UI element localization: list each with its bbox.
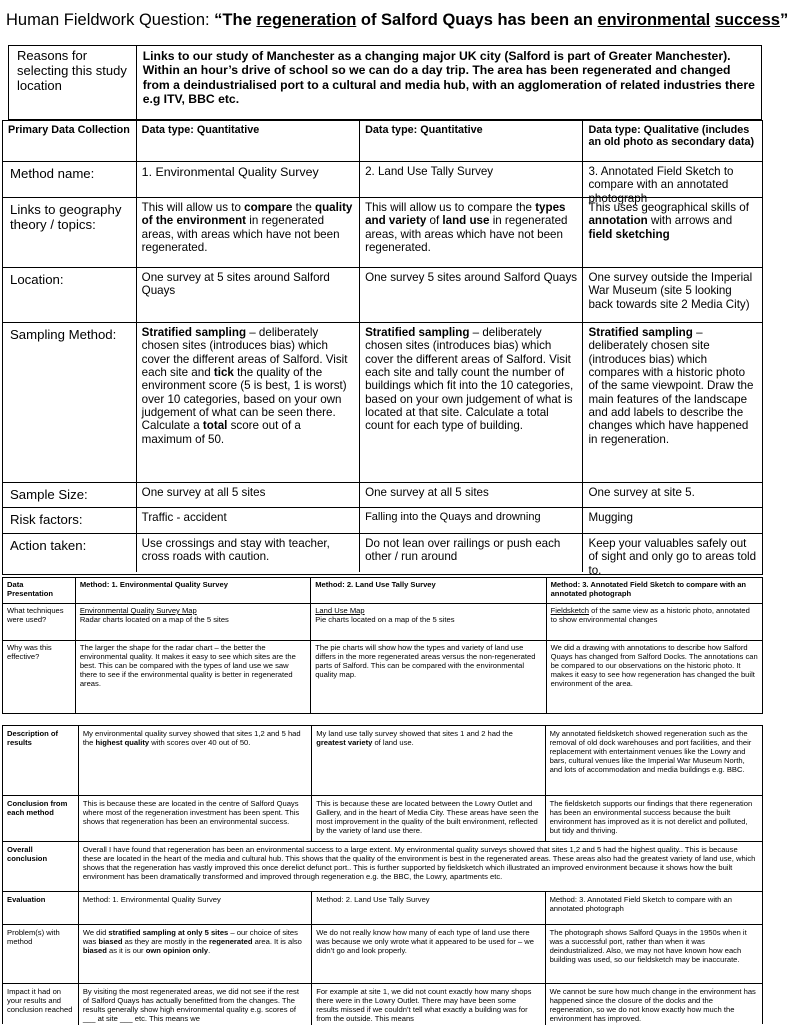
text: Pie charts located on a map of the 5 sites — [315, 615, 455, 625]
sampling-label: Sampling Method: — [3, 323, 137, 482]
sample-size-method2: One survey at all 5 sites — [360, 483, 583, 507]
location-method2: One survey 5 sites around Salford Quays — [360, 268, 583, 322]
action-label: Action taken: — [3, 534, 137, 572]
location-detail-label: Location: — [3, 268, 137, 322]
action-method1: Use crossings and stay with teacher, cross roads with caution. — [137, 534, 360, 572]
risk-method2: Falling into the Quays and drowning — [360, 508, 583, 533]
links-method1 — [137, 198, 360, 267]
text: in regenerated areas, with areas which have not been regenerated. — [141, 214, 340, 254]
why-row — [3, 641, 762, 713]
description-label: Description of results — [3, 726, 79, 795]
links-method3 — [583, 198, 762, 267]
emphasis: Stratified sampling — [141, 326, 247, 339]
text: This will allow us to — [141, 201, 245, 214]
why-method1: The larger the shape for the radar chart – the better the environmental quality. It makes it easy to see which sites are the best. This can be compared with the types of land use we saw there to see if the environmental quality is better in regenerated areas. — [76, 641, 311, 713]
sampling-method3 — [583, 323, 762, 482]
text: Radar charts located on a map of the 5 sites — [79, 615, 229, 625]
title-keyword-environmental: environmental — [597, 11, 711, 29]
results-table — [2, 725, 763, 1024]
sample-size-row — [3, 483, 762, 508]
method-name-2: 2. Land Use Tally Survey — [360, 162, 583, 197]
data-presentation-table — [2, 577, 763, 714]
impact-method1: By visiting the most regenerated areas, we did not see if the rest of Salford Quays has actually benefitted from the changes. The results generally show high environmental quality e.g. scores of ___ at site ___ etc. This means we — [79, 984, 312, 1025]
description-method2 — [312, 726, 545, 795]
impact-method2: For example at site 1, we did not count exactly how many shops there were in the Lowry Outlet. There may have been some results missed if we couldn’t tell what exactly a building was for from the outside. This means — [312, 984, 545, 1025]
sampling-method2 — [360, 323, 583, 482]
text: as it is our — [106, 946, 146, 956]
text: This will allow us to compare the — [365, 201, 536, 214]
title-keyword-success: success — [714, 11, 780, 29]
location-row — [9, 46, 761, 119]
impact-method3: We cannot be sure how much change in the environment has happened since the closure of the docks and the regeneration, so we do not know exactly how much the environment has improved. — [549, 987, 756, 1024]
sampling-method1 — [137, 323, 360, 482]
conclusion-row — [3, 796, 762, 842]
problems-label: Problem(s) with method — [3, 925, 79, 983]
text: – deliberately chosen sites (introduces bias) which cover the different areas of Salford. Visit each site and tally count the number of buildings which fit into the 10 categories, based on your own judgement of what is located at that site. Calculate a total count for each type of building. — [365, 326, 574, 433]
text: – deliberately chosen sites (introduces bias) which cover the different areas of Salford. Visit each site and — [141, 326, 348, 379]
collection-header-method1: Data type: Quantitative — [137, 121, 360, 161]
presentation-header-row — [3, 578, 762, 604]
links-row — [3, 198, 762, 268]
emphasis: quality of the environment — [141, 201, 353, 228]
description-row — [3, 726, 762, 796]
sampling-row — [3, 323, 762, 483]
collection-header-row — [3, 121, 762, 162]
emphasis: regenerated — [209, 937, 253, 947]
method-name-label: Method name: — [3, 162, 137, 197]
evaluation-header-row — [3, 892, 762, 925]
emphasis: biased — [98, 937, 123, 947]
presentation-header-method3: Method: 3. Annotated Field Sketch to compare with an annotated photograph — [550, 580, 747, 599]
text: area. It is also — [252, 937, 302, 947]
text: of land use. — [372, 738, 414, 748]
techniques-method3 — [547, 604, 762, 640]
emphasis: land use — [442, 214, 490, 228]
conclusion-method1: This is because these are located in the centre of Salford Quays where most of the regeneration investment has been spent. This shows that regeneration has been an environmental success. — [79, 796, 312, 841]
text: with scores over 40 out of 50. — [149, 738, 251, 748]
presentation-header-label: Data Presentation — [3, 578, 76, 603]
method-name-3: 3. Annotated Field Sketch to compare with an annotated photograph — [588, 165, 734, 205]
links-label: Links to geography theory / topics: — [3, 198, 137, 267]
title-part: “The — [214, 11, 257, 29]
technique-title: Environmental Quality Survey Map — [79, 606, 197, 615]
presentation-header-method2: Method: 2. Land Use Tally Survey — [311, 578, 546, 603]
techniques-label: What techniques were used? — [3, 604, 76, 640]
overall-row — [3, 842, 762, 892]
text: We did — [82, 928, 109, 937]
emphasis: total — [202, 419, 228, 433]
text: score out of a maximum of 50. — [141, 419, 301, 446]
why-method2: The pie charts will show how the types and variety of land use differs in the more regenerated areas versus the non-regenerated parts of Salford. This can be compared with the environmental quality map. — [311, 641, 546, 713]
evaluation-method3: Method: 3. Annotated Field Sketch to compare with an annotated photograph — [549, 895, 732, 914]
conclusion-method2: This is because these are located between the Lowry Outlet and Gallery, and in the heart of Media City. These areas have seen the most improvement in the quality of the built environment, reflected by the variety of land use there. — [312, 796, 545, 841]
location-method1: One survey at 5 sites around Salford Quays — [137, 268, 360, 322]
location-method3: One survey outside the Imperial War Museum (site 5 looking back towards site 2 Media City) — [588, 271, 753, 311]
risk-method3: Mugging — [588, 511, 633, 524]
problems-row — [3, 925, 762, 984]
text: with arrows and — [647, 214, 733, 228]
problems-method1 — [79, 925, 312, 983]
overall-label: Overall conclusion — [3, 842, 79, 891]
problems-method2: We do not really know how many of each type of land use there was because we only wrote what it appeared to be used for – we didn’t go and look properly. — [312, 925, 545, 983]
emphasis: greatest variety — [316, 738, 373, 748]
techniques-row — [3, 604, 762, 641]
risk-label: Risk factors: — [3, 508, 137, 533]
method-name-1: 1. Environmental Quality Survey — [137, 162, 360, 197]
emphasis: biased — [82, 946, 107, 956]
method-name-row — [3, 162, 762, 205]
location-table — [8, 45, 762, 120]
evaluation-label: Evaluation — [3, 892, 79, 924]
collection-header-method2: Data type: Quantitative — [360, 121, 583, 161]
emphasis: Stratified sampling — [365, 326, 470, 339]
action-row — [3, 534, 762, 577]
impact-row — [3, 984, 762, 1025]
conclusion-method3: The fieldsketch supports our findings that there regeneration has been an environmental success because the built environment has improved as it is not derelict and polluted, but tidy and thriving. — [549, 799, 753, 836]
location-reasons: Links to our study of Manchester as a changing major UK city (Salford is part of Greater Manchester). Within an hour’s drive of school so we can do a day trip. The area has been regenerated and changed from a deindustrialised port to a cultural and media hub, with an agglomeration of related industries there e.g ITV, BBC etc. — [142, 49, 755, 106]
text: in regenerated areas, with areas which have not been regenerated. — [365, 214, 568, 254]
emphasis: tick — [213, 365, 234, 379]
emphasis: own opinion only — [145, 946, 209, 956]
risk-row — [3, 508, 762, 534]
sample-size-method1: One survey at all 5 sites — [137, 483, 360, 507]
presentation-header-method1: Method: 1. Environmental Quality Survey — [76, 578, 311, 603]
page-title — [6, 11, 788, 30]
sample-size-label: Sample Size: — [3, 483, 137, 507]
text: . — [208, 946, 211, 956]
emphasis: compare — [244, 201, 293, 214]
text: My land use tally survey showed that sites 1 and 2 had the — [316, 729, 513, 738]
action-method3: Keep your valuables safely out of sight and only go to areas told to. — [588, 537, 757, 577]
text: This uses geographical skills of — [588, 201, 749, 214]
why-method3: We did a drawing with annotations to describe how Salford Quays has changed from Salford Docks. The annotations can be compared to our observations on the historic photo. It makes it easy to see how regeneration has changed the built environment of the area. — [550, 643, 758, 689]
emphasis: types and variety — [365, 201, 566, 228]
text: of the same view as a historic photo, annotated to show environmental changes — [550, 606, 750, 625]
conclusion-label: Conclusion from each method — [3, 796, 79, 841]
location-detail-row — [3, 268, 762, 323]
techniques-method1 — [76, 604, 311, 640]
emphasis: annotation — [588, 214, 648, 228]
text: My environmental quality survey showed that sites 1,2 and 5 had the — [82, 729, 301, 748]
emphasis: stratified sampling at only 5 sites — [108, 928, 229, 937]
collection-header-method3: Data type: Qualitative (includes an old photo as secondary data) — [588, 124, 755, 149]
collection-header-label: Primary Data Collection — [3, 121, 137, 161]
title-prefix: Human Fieldwork Question: — [6, 11, 215, 29]
sample-size-method3: One survey at site 5. — [588, 486, 695, 499]
technique-title: Fieldsketch — [550, 606, 589, 615]
text: of — [426, 214, 443, 228]
emphasis: highest quality — [95, 738, 150, 748]
technique-title: Land Use Map — [315, 606, 365, 615]
impact-label: Impact it had on your results and conclusion reached — [3, 984, 79, 1025]
description-method3: My annotated fieldsketch showed regeneration such as the removal of old dock warehouses and port facilities, and their replacement with entertainment venues like the Lowry and bars, cultural venues like the Imperial War Museum North, and lots of accommodation and media buildings e.g. BBC. — [549, 729, 752, 775]
emphasis: Stratified sampling — [588, 326, 693, 339]
evaluation-method1: Method: 1. Environmental Quality Survey — [79, 892, 312, 924]
title-part: of Salford Quays has been an — [356, 11, 598, 29]
overall-conclusion: Overall I have found that regeneration has been an environmental success to a large extent. My environmental quality surveys showed that sites 1,2 and 5 had the highest quality.. This is because these are located in the heart of the media and cultural hub. This shows that the quality of the environment is best in the regenerated areas. These areas also had the greatest variety of land use, which shows that the regeneration has vastly improved this once derelict defunct port.. This is further supported by fieldsketch which illustrated an improved environment because it shows how the built environment has been dramatically transformed and improved through regeneration e.g. the BBC, the Lowry, apartments etc. — [82, 845, 756, 882]
title-keyword-regeneration: regeneration — [256, 11, 357, 29]
location-label: Reasons for selecting this study location — [9, 46, 137, 119]
text: the quality of the environment score (5 is best, 1 is worst) over 10 categories, based on your own judgement of what can be seen there. Calculate a — [141, 365, 347, 433]
risk-method1: Traffic - accident — [137, 508, 360, 533]
problems-method3: The photograph shows Salford Quays in the 1950s when it was a successful port, rather than when it was deindustrialized. Also, we may not have known how each building was used, so our fieldsketch may be inaccurate. — [549, 928, 747, 965]
techniques-method2 — [311, 604, 546, 640]
title-part: ” — [779, 11, 788, 29]
action-method2: Do not lean over railings or push each other / run around — [360, 534, 583, 572]
text: – deliberately chosen site (introduces bias) which compares with a historic photo of the same viewpoint. Draw the main features of the landscape and add labels to describe the changes which have happened in regeneration. — [588, 326, 754, 446]
links-method2 — [360, 198, 583, 267]
emphasis: field sketching — [588, 227, 670, 241]
data-collection-table — [2, 120, 763, 575]
evaluation-method2: Method: 2. Land Use Tally Survey — [312, 892, 545, 924]
text: the — [292, 201, 316, 214]
why-label: Why was this effective? — [3, 641, 76, 713]
text: – our choice of sites was — [82, 928, 298, 947]
description-method1 — [79, 726, 312, 795]
text: as they are mostly in the — [122, 937, 210, 947]
